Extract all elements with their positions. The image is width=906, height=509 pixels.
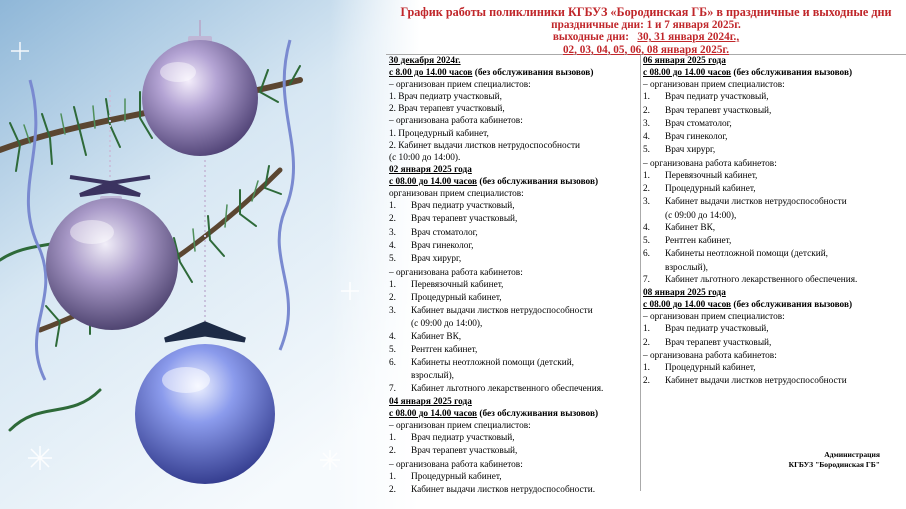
section-date: 04 января 2025 года <box>389 396 472 407</box>
list-item: 2. Врач терапевт участковый, <box>389 446 518 457</box>
list-item: 5. Врач хирург, <box>389 254 462 265</box>
list-item: 3. Кабинет выдачи листков нетрудоспособности <box>389 306 593 317</box>
cab-heading: – организована работа кабинетов: <box>389 116 523 127</box>
list-item: 1. Перевязочный кабинет, <box>643 170 758 181</box>
spec-heading: – организован прием специалистов: <box>643 312 785 323</box>
list-item: 2. Кабинет выдачи листков нетрудоспособности <box>643 376 847 387</box>
list-item: 1. Процедурный кабинет, <box>643 362 756 373</box>
list-item: 5. Рентген кабинет, <box>389 344 478 355</box>
list-item: 2. Врач терапевт участковый, <box>389 104 505 115</box>
weekends-dates: 02, 03, 04, 05, 06, 08 января 2025г. <box>562 43 730 56</box>
list-item: 2. Врач терапевт участковый, <box>643 105 772 116</box>
section-jan04 <box>389 396 639 496</box>
list-item-note: (с 09:00 до 14:00), <box>665 210 737 221</box>
weekends-line: выходные дни: 30, 31 января 2024г., <box>552 31 740 43</box>
list-item: 1. Врач педиатр участковый, <box>643 92 769 103</box>
list-item: 2. Кабинет выдачи листков нетрудоспособности <box>389 140 580 151</box>
list-item: 1. Процедурный кабинет, <box>389 128 489 139</box>
list-item: 7. Кабинет льготного лекарственного обеспечения. <box>389 383 604 394</box>
list-item: 1. Врач педиатр участковый, <box>643 324 769 335</box>
cab-heading: – организована работа кабинетов: <box>389 459 523 470</box>
list-item: 7. Кабинет льготного лекарственного обеспечения. <box>643 274 858 285</box>
list-item: 4. Врач гинеколог, <box>389 240 474 251</box>
list-item: 2. Врач терапевт участковый, <box>389 214 518 225</box>
schedule-column-right <box>643 55 905 388</box>
section-jan06 <box>643 55 905 286</box>
signature-block <box>760 450 880 469</box>
list-item-note: (с 09:00 до 14:00), <box>411 319 483 330</box>
list-item: 6. Кабинеты неотложной помощи (детский, <box>389 358 574 369</box>
cab-heading: – организована работа кабинетов: <box>643 350 777 361</box>
section-jan02 <box>389 164 639 395</box>
cab-heading: – организована работа кабинетов: <box>643 158 777 169</box>
admin-line: Администрация <box>824 450 880 459</box>
list-item: 2. Процедурный кабинет, <box>643 184 756 195</box>
list-item: 4. Кабинет ВК, <box>389 331 462 342</box>
list-item: 6. Кабинеты неотложной помощи (детский, <box>643 249 828 260</box>
spec-heading: – организован прием специалистов: <box>389 420 531 431</box>
spec-heading: организован прием специалистов: <box>389 189 524 200</box>
section-date: 30 декабря 2024г. <box>389 56 461 66</box>
list-item: 5. Врач хирург, <box>643 145 716 156</box>
list-item: 3. Врач стоматолог, <box>643 118 732 129</box>
section-dec30 <box>389 55 639 164</box>
list-item: 5. Рентген кабинет, <box>643 236 732 246</box>
list-item-note: (с 10:00 до 14:00). <box>389 152 461 163</box>
section-hours: с 08.00 до 14.00 часов (без обслуживания вызовов) <box>389 408 599 419</box>
schedule-header <box>386 6 906 56</box>
section-hours: с 08.00 до 14.00 часов (без обслуживания вызовов) <box>643 300 853 311</box>
page-title: График работы поликлиники КГБУЗ «Бородинская ГБ» в праздничные и выходные дни <box>400 5 892 19</box>
section-jan08 <box>643 287 905 387</box>
cab-heading: – организована работа кабинетов: <box>389 267 523 278</box>
list-item: 1. Врач педиатр участковый, <box>389 92 502 103</box>
section-hours: с 08.00 до 14.00 часов (без обслуживания вызовов) <box>643 68 853 79</box>
section-date: 02 января 2025 года <box>389 164 472 175</box>
section-date: 08 января 2025 года <box>643 287 726 298</box>
schedule-column-left <box>389 55 639 497</box>
section-date: 06 января 2025 года <box>643 56 726 66</box>
list-item: 2. Кабинет выдачи листков нетрудоспособности. <box>389 485 596 495</box>
section-hours: с 8.00 до 14.00 часов (без обслуживания вызовов) <box>389 68 594 79</box>
list-item: 2. Процедурный кабинет, <box>389 292 502 303</box>
section-hours: с 08.00 до 14.00 часов (без обслуживания вызовов) <box>389 176 599 187</box>
list-item: 4. Врач гинеколог, <box>643 132 728 143</box>
list-item: 2. Врач терапевт участковый, <box>643 337 772 348</box>
list-item-note: взрослый), <box>411 371 454 382</box>
list-item: 4. Кабинет ВК, <box>643 222 716 233</box>
column-divider <box>640 55 641 491</box>
list-item: 1. Врач педиатр участковый, <box>389 201 515 212</box>
list-item-note: взрослый), <box>665 262 708 273</box>
list-item: 3. Врач стоматолог, <box>389 227 478 238</box>
list-item: 3. Кабинет выдачи листков нетрудоспособности <box>643 197 847 208</box>
holidays-line: праздничные дни: 1 и 7 января 2025г. <box>551 18 741 31</box>
spec-heading: – организован прием специалистов: <box>389 80 531 91</box>
list-item: 1. Перевязочный кабинет, <box>389 279 504 290</box>
admin-org: КГБУЗ "Бородинская ГБ" <box>788 459 880 469</box>
list-item: 1. Процедурный кабинет, <box>389 471 502 482</box>
list-item: 1. Врач педиатр участковый, <box>389 433 515 444</box>
spec-heading: – организован прием специалистов: <box>643 80 785 91</box>
